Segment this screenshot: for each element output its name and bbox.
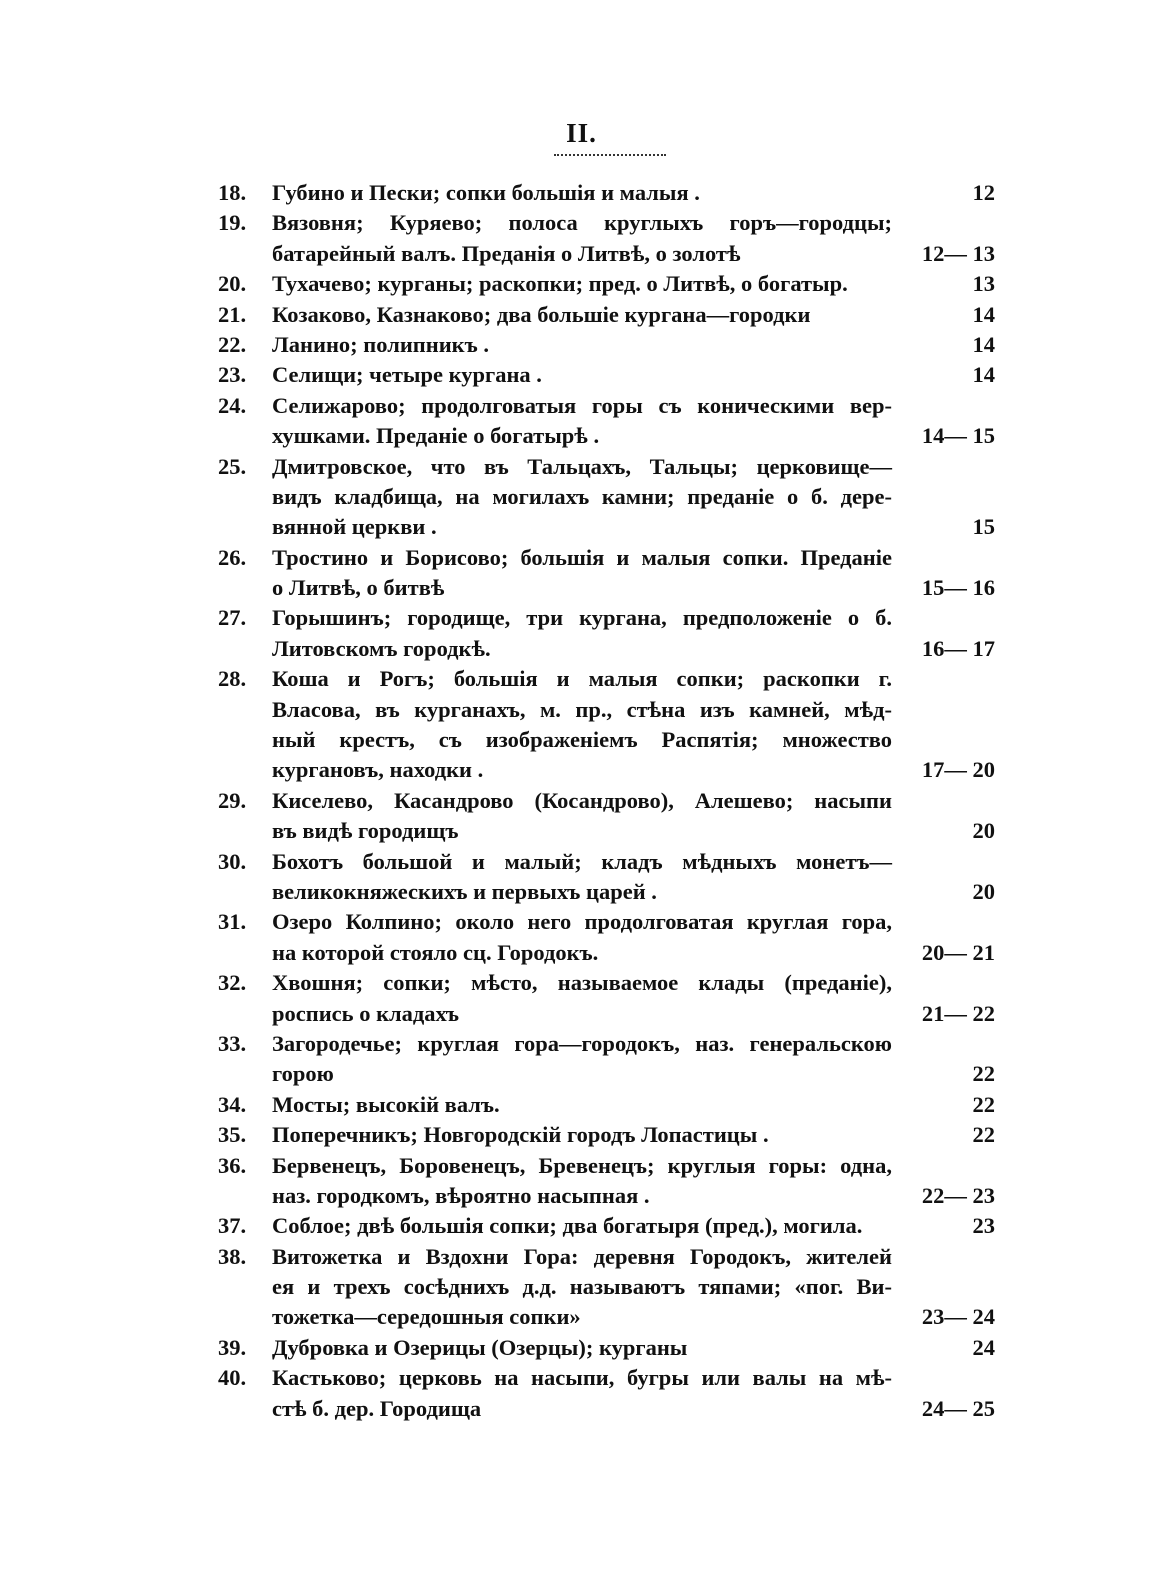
toc-line bbox=[0, 452, 1163, 482]
entry-text: хушками. Преданіе о богатырѣ . bbox=[272, 423, 600, 449]
entry-text: Дубровка и Озерицы (Озерцы); курганы bbox=[272, 1334, 688, 1360]
toc-line bbox=[0, 360, 1163, 390]
page-numbers: 15 bbox=[972, 514, 995, 540]
entry-number: 24. bbox=[218, 392, 247, 418]
page-numbers: 13 bbox=[972, 271, 995, 297]
entry-number: 29. bbox=[218, 787, 247, 813]
entry-text: Загородечье; круглая гора—городокъ, наз. генеральскою bbox=[272, 1030, 892, 1056]
table-of-contents bbox=[0, 178, 1163, 1424]
page-numbers: 17— 20 bbox=[921, 757, 995, 783]
toc-line bbox=[0, 1029, 1163, 1059]
entry-number: 30. bbox=[218, 848, 247, 874]
toc-line bbox=[0, 1120, 1163, 1150]
entry-text: Селижарово; продолговатыя горы съ коническими вер- bbox=[272, 392, 892, 418]
entry-text: ея и трехъ сосѣднихъ д.д. называютъ тяпами; «пог. Ви- bbox=[272, 1274, 892, 1300]
entry-number: 18. bbox=[218, 180, 247, 205]
entry-number: 39. bbox=[218, 1334, 247, 1360]
entry-text: Ланино; полипникъ . bbox=[272, 331, 490, 357]
entry-number: 20. bbox=[218, 271, 247, 297]
entry-number: 25. bbox=[218, 453, 247, 479]
toc-line bbox=[0, 634, 1163, 664]
entry-text: Власова, въ курганахъ, м. пр., стѣна изъ камней, мѣд- bbox=[272, 696, 892, 722]
entry-text: Литовскомъ городкѣ. bbox=[272, 635, 491, 661]
toc-line bbox=[0, 300, 1163, 330]
entry-text: Тростино и Борисово; большія и малыя сопки. Преданіе bbox=[272, 544, 892, 570]
entry-number: 31. bbox=[218, 909, 247, 935]
entry-text: тожетка—середошныя сопки» bbox=[272, 1304, 581, 1330]
toc-entry bbox=[0, 452, 1163, 543]
page-numbers: 16— 17 bbox=[921, 635, 995, 661]
entry-number: 34. bbox=[218, 1091, 247, 1117]
toc-entry bbox=[0, 300, 1163, 330]
page-numbers: 21— 22 bbox=[921, 1000, 995, 1026]
page-header: II. bbox=[566, 118, 597, 148]
entry-text: Вязовня; Куряево; полоса круглыхъ горъ—городцы; bbox=[272, 210, 892, 236]
entry-text: о Литвѣ, о битвѣ bbox=[272, 575, 445, 601]
toc-line bbox=[0, 1394, 1163, 1424]
toc-entry bbox=[0, 907, 1163, 968]
entry-text: Киселево, Касандрово (Косандрово), Алешево; насыпи bbox=[272, 787, 892, 813]
page-numbers: 15— 16 bbox=[921, 575, 995, 601]
entry-number: 32. bbox=[218, 970, 247, 996]
page-numbers: 23— 24 bbox=[921, 1304, 995, 1330]
toc-entry bbox=[0, 1242, 1163, 1333]
toc-line bbox=[0, 1181, 1163, 1211]
page-numbers: 22— 23 bbox=[921, 1182, 995, 1208]
entry-text: Хвошня; сопки; мѣсто, называемое клады (преданіе), bbox=[272, 970, 892, 996]
toc-line bbox=[0, 573, 1163, 603]
toc-entry bbox=[0, 847, 1163, 908]
entry-text: роспись о кладахъ bbox=[272, 1000, 460, 1026]
entry-text: Тухачево; курганы; раскопки; пред. о Литвѣ, о богатыр. bbox=[272, 271, 848, 297]
toc-line bbox=[0, 1333, 1163, 1363]
toc-entry bbox=[0, 1029, 1163, 1090]
page-numbers: 22 bbox=[972, 1122, 995, 1148]
toc-line bbox=[0, 907, 1163, 937]
page-numbers: 12— 13 bbox=[921, 240, 995, 266]
page-numbers: 14 bbox=[972, 362, 995, 388]
toc-entry bbox=[0, 1363, 1163, 1424]
toc-line bbox=[0, 543, 1163, 573]
toc-entry bbox=[0, 208, 1163, 269]
entry-text: Озеро Колпино; около него продолговатая круглая гора, bbox=[272, 909, 892, 935]
entry-number: 28. bbox=[218, 666, 247, 692]
entry-text: Козаково, Казнаково; два большіе кургана—городки bbox=[272, 301, 811, 327]
toc-line bbox=[0, 816, 1163, 846]
page-numbers: 20 bbox=[972, 878, 995, 904]
entry-text: Кастьково; церковь на насыпи, бугры или валы на мѣ- bbox=[272, 1365, 892, 1391]
toc-line bbox=[0, 695, 1163, 725]
entry-text: стѣ б. дер. Городища bbox=[272, 1395, 482, 1421]
page-numbers: 14— 15 bbox=[921, 423, 995, 449]
toc-entry bbox=[0, 1120, 1163, 1150]
entry-number: 21. bbox=[218, 301, 247, 327]
entry-text: Поперечникъ; Новгородскій городъ Лопастицы . bbox=[272, 1122, 769, 1148]
toc-line bbox=[0, 482, 1163, 512]
toc-line bbox=[0, 938, 1163, 968]
entry-text: наз. городкомъ, вѣроятно насыпная . bbox=[272, 1182, 650, 1208]
toc-entry bbox=[0, 664, 1163, 786]
toc-entry bbox=[0, 968, 1163, 1029]
entry-number: 36. bbox=[218, 1152, 247, 1178]
toc-line bbox=[0, 1302, 1163, 1332]
toc-entry bbox=[0, 603, 1163, 664]
entry-text: Витожетка и Вздохни Гора: деревня Городокъ, жителей bbox=[272, 1243, 892, 1269]
toc-line bbox=[0, 330, 1163, 360]
toc-line bbox=[0, 1090, 1163, 1120]
entry-text: великокняжескихъ и первыхъ царей . bbox=[272, 878, 657, 904]
toc-line bbox=[0, 755, 1163, 785]
entry-text: Дмитровское, что въ Тальцахъ, Тальцы; церковище— bbox=[272, 453, 892, 479]
entry-number: 38. bbox=[218, 1243, 247, 1269]
entry-number: 23. bbox=[218, 362, 247, 388]
entry-text: Соблое; двѣ большія сопки; два богатыря (пред.), могила. bbox=[272, 1213, 863, 1239]
entry-text: Бервенецъ, Боровенецъ, Бревенецъ; круглыя горы: одна, bbox=[272, 1152, 892, 1178]
page-numbers: 20— 21 bbox=[921, 939, 995, 965]
toc-line bbox=[0, 999, 1163, 1029]
toc-entry bbox=[0, 1211, 1163, 1241]
toc-line bbox=[0, 664, 1163, 694]
toc-entry bbox=[0, 543, 1163, 604]
page-numbers: 22 bbox=[972, 1061, 995, 1087]
toc-line bbox=[0, 603, 1163, 633]
page-numbers: 14 bbox=[972, 331, 995, 357]
toc-line bbox=[0, 1272, 1163, 1302]
toc-entry bbox=[0, 1333, 1163, 1363]
entry-number: 19. bbox=[218, 210, 247, 236]
toc-line bbox=[0, 269, 1163, 299]
toc-entry bbox=[0, 178, 1163, 208]
entry-text: батарейный валъ. Преданія о Литвѣ, о золотѣ bbox=[272, 240, 741, 266]
page-numbers: 24— 25 bbox=[921, 1395, 995, 1421]
page-numbers: 23 bbox=[972, 1213, 995, 1239]
toc-entry bbox=[0, 269, 1163, 299]
entry-text: въ видѣ городищъ bbox=[272, 818, 459, 844]
entry-number: 22. bbox=[218, 331, 247, 357]
entry-number: 33. bbox=[218, 1030, 247, 1056]
entry-number: 35. bbox=[218, 1122, 247, 1148]
entry-text: ный крестъ, съ изображеніемъ Распятія; множество bbox=[272, 727, 892, 753]
toc-entry bbox=[0, 360, 1163, 390]
toc-line bbox=[0, 178, 1163, 208]
toc-entry bbox=[0, 391, 1163, 452]
toc-line bbox=[0, 968, 1163, 998]
toc-line bbox=[0, 208, 1163, 238]
entry-number: 26. bbox=[218, 544, 247, 570]
entry-text: Мосты; высокій валъ. bbox=[272, 1091, 500, 1117]
entry-text: Горышинъ; городище, три кургана, предположеніе о б. bbox=[272, 605, 892, 631]
page-numbers: 22 bbox=[972, 1091, 995, 1117]
toc-line bbox=[0, 1059, 1163, 1089]
toc-line bbox=[0, 512, 1163, 542]
toc-line bbox=[0, 1363, 1163, 1393]
entry-text: Бохотъ большой и малый; кладъ мѣдныхъ монетъ— bbox=[272, 848, 892, 874]
toc-line bbox=[0, 847, 1163, 877]
toc-line bbox=[0, 1151, 1163, 1181]
entry-text: Селищи; четыре кургана . bbox=[272, 362, 542, 388]
page-numbers: 14 bbox=[972, 301, 995, 327]
entry-text: горою bbox=[272, 1061, 334, 1087]
toc-line bbox=[0, 786, 1163, 816]
page-numbers: 12 bbox=[972, 180, 995, 205]
entry-text: кургановъ, находки . bbox=[272, 757, 484, 783]
page-numbers: 24 bbox=[972, 1334, 995, 1360]
toc-line bbox=[0, 1211, 1163, 1241]
toc-entry bbox=[0, 330, 1163, 360]
toc-line bbox=[0, 391, 1163, 421]
toc-line bbox=[0, 1242, 1163, 1272]
toc-line bbox=[0, 239, 1163, 269]
toc-line bbox=[0, 421, 1163, 451]
toc-entry bbox=[0, 1090, 1163, 1120]
toc-entry bbox=[0, 1151, 1163, 1212]
entry-text: Губино и Пески; сопки большія и малыя . bbox=[272, 180, 700, 205]
toc-line bbox=[0, 877, 1163, 907]
entry-text: видъ кладбища, на могилахъ камни; преданіе о б. дере- bbox=[272, 483, 892, 509]
entry-number: 27. bbox=[218, 605, 247, 631]
header-rule bbox=[554, 154, 666, 156]
toc-line bbox=[0, 725, 1163, 755]
toc-entry bbox=[0, 786, 1163, 847]
page-numbers: 20 bbox=[972, 818, 995, 844]
entry-text: на которой стояло сц. Городокъ. bbox=[272, 939, 599, 965]
entry-number: 40. bbox=[218, 1365, 247, 1391]
entry-number: 37. bbox=[218, 1213, 247, 1239]
entry-text: вянной церкви . bbox=[272, 514, 437, 540]
entry-text: Коша и Рогъ; большія и малыя сопки; раскопки г. bbox=[272, 666, 892, 692]
